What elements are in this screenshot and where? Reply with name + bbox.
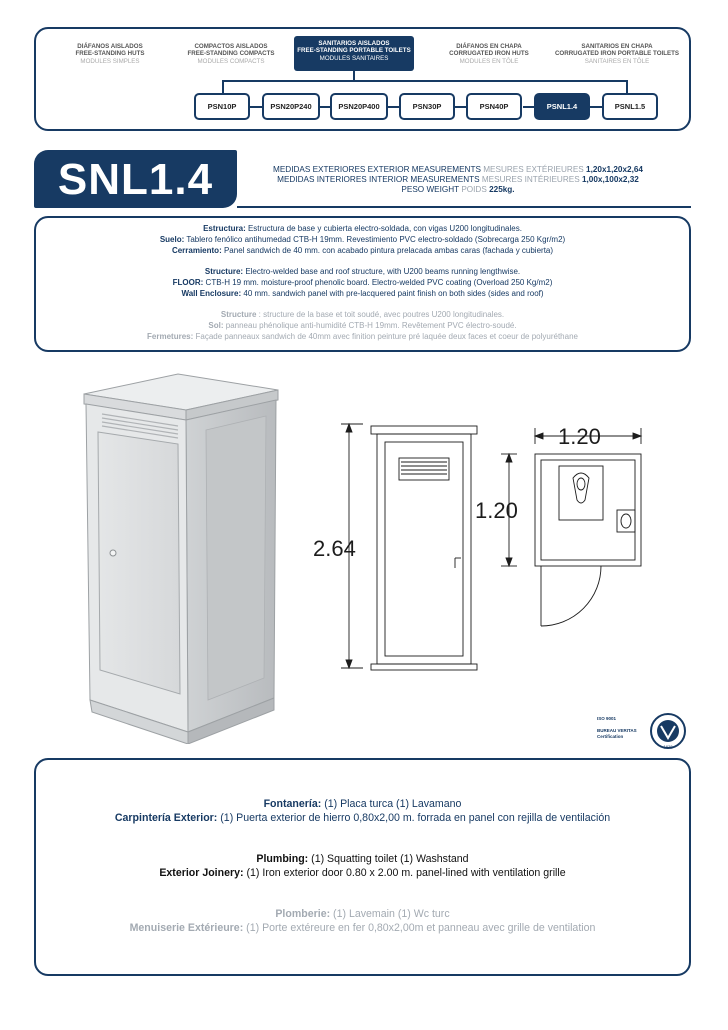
category-label-es: COMPACTOS AISLADOS — [194, 43, 268, 50]
int-value: 1,00x,100x2,32 — [581, 174, 639, 184]
category-label-es: SANITARIOS EN CHAPA — [581, 43, 653, 50]
weight-value: 225kg. — [489, 184, 515, 194]
category-corrugated-iron-portable-toilets[interactable] — [552, 43, 682, 65]
weight-label-fr: POIDS — [461, 184, 487, 194]
ext-label-fr: MESURES EXTÉRIEURES — [483, 165, 584, 174]
certification-badge — [597, 712, 693, 752]
bv-label: BUREAU VERITAS — [597, 728, 637, 733]
seal-year: 1828 — [663, 744, 673, 749]
cert-text — [597, 716, 637, 740]
ext-value: 1,20x1,20x2,64 — [586, 165, 643, 174]
category-label-es: DIÁFANOS AISLADOS — [77, 43, 143, 50]
connector-line — [249, 106, 263, 108]
depth-dimension-label: 1.20 — [475, 498, 518, 523]
category-label-es: SANITARIOS AISLADOS — [318, 40, 390, 47]
category-label-es: DIÁFANOS EN CHAPA — [456, 43, 522, 50]
model-psn40p-button[interactable]: PSN40P — [466, 93, 522, 120]
model-psn20p240-button[interactable]: PSN20P240 — [262, 93, 320, 120]
connector-line — [222, 80, 224, 94]
int-label-en: INTERIOR MEASUREMENTS — [369, 174, 480, 184]
int-label-es: MEDIDAS INTERIORES — [277, 174, 367, 184]
desc-es-floor: Suelo: Tablero fenólico antihumedad CTB-H 19mm. Revestimiento PVC electro-soldado (Sobrecarga 250 Kgr/m2) — [159, 235, 566, 244]
model-psn30p-button[interactable]: PSN30P — [399, 93, 455, 120]
desc-fr-floor: Sol: panneau phénolique anti-humidité CTB-H 19mm. Revêtement PVC électro-soudé. — [208, 321, 517, 330]
category-label-en: FREE-STANDING COMPACTS — [187, 50, 275, 58]
desc-en-floor: FLOOR: CTB-H 19 mm. moisture-proof phenolic board. Electro-welded PVC coating (Overload 250 Kg/m2) — [172, 278, 553, 287]
connector-line — [222, 80, 628, 82]
ext-label-es: MEDIDAS EXTERIORES — [273, 165, 366, 174]
category-free-standing-compacts[interactable] — [172, 43, 290, 65]
int-label-fr: MESURES INTÉRIEURES — [481, 174, 580, 184]
exterior-measurements — [240, 165, 676, 175]
category-label-en: FREE-STANDING HUTS — [75, 50, 145, 58]
category-free-standing-huts[interactable] — [51, 43, 169, 65]
category-label-en: FREE-STANDING PORTABLE TOILETS — [297, 47, 411, 55]
feat-en-joinery: Exterior Joinery: (1) Iron exterior door 0.80 x 2.00 m. panel-lined with ventilation grille — [159, 867, 566, 879]
desc-es-structure: Estructura: Estructura de base y cubierta electro-soldada, con vigas U200 longitudinales. — [203, 224, 522, 233]
weight-label-en: WEIGHT — [426, 184, 460, 194]
measurements — [240, 165, 676, 194]
model-psnl15-button[interactable]: PSNL1.5 — [602, 93, 658, 120]
connector-line — [626, 80, 628, 94]
width-dimension-label: 1.20 — [558, 424, 601, 449]
feat-fr-plumbing: Plomberie: (1) Lavemain (1) Wc turc — [275, 908, 450, 920]
height-dimension-label: 2.64 — [313, 536, 356, 561]
weight-label-es: PESO — [401, 184, 425, 194]
feat-en-plumbing: Plumbing: (1) Squatting toilet (1) Washstand — [256, 853, 469, 865]
title-divider — [237, 206, 691, 208]
technical-drawing — [305, 420, 650, 675]
model-psn20p400-button[interactable]: PSN20P400 — [330, 93, 388, 120]
desc-es-enclosure: Cerramiento: Panel sandwich de 40 mm. con acabado pintura prelacada ambas caras (fachada y cubierta) — [171, 246, 554, 255]
product-photo — [78, 368, 284, 744]
category-label-fr: MODULES SIMPLES — [80, 57, 140, 65]
ext-label-en: EXTERIOR MEASUREMENTS — [367, 165, 481, 174]
category-label-fr: MODULES EN TÔLE — [459, 57, 519, 65]
interior-measurements — [240, 175, 676, 185]
category-label-fr: SANITAIRES EN TÔLE — [584, 57, 650, 65]
category-corrugated-iron-huts[interactable] — [430, 43, 548, 65]
cert-label: Certification — [597, 734, 624, 739]
model-psnl14-button[interactable]: PSNL1.4 — [534, 93, 590, 120]
desc-fr-enclosure: Fermetures: Façade panneaux sandwich de 40mm avec finition peinture pré laquée deux faces et coeur de polyuréthane — [147, 332, 578, 341]
category-label-en: CORRUGATED IRON HUTS — [449, 50, 529, 58]
feat-es-plumbing: Fontanería: (1) Placa turca (1) Lavamano — [263, 798, 462, 810]
category-label-en: CORRUGATED IRON PORTABLE TOILETS — [554, 50, 680, 58]
feat-fr-joinery: Menuiserie Extérieure: (1) Porte extéreure en fer 0,80x2,00m et panneau avec grille de ventilation — [129, 922, 596, 934]
weight — [240, 185, 676, 195]
desc-en-structure: Structure: Electro-welded base and roof structure, with U200 beams running lengthwise. — [204, 267, 521, 276]
desc-fr-structure: Structure : structure de la base et toit soudé, avec poutres U200 longitudinales. — [220, 310, 505, 319]
category-free-standing-portable-toilets[interactable] — [294, 36, 414, 71]
page-title: SNL1.4 — [57, 155, 214, 204]
category-label-fr: MODULES SANITAIRES — [319, 54, 389, 62]
bureau-veritas-seal-icon — [649, 712, 687, 750]
feat-es-joinery: Carpintería Exterior: (1) Puerta exterior de hierro 0,80x2,00 m. forrada en panel con rejilla de ventilación — [114, 812, 611, 824]
iso-label: ISO 9001 — [597, 716, 617, 721]
model-psn10p-button[interactable]: PSN10P — [194, 93, 250, 120]
desc-en-enclosure: Wall Enclosure: 40 mm. sandwich panel with pre-lacquered paint finish on both sides (sides and roof) — [181, 289, 544, 298]
category-label-fr: MODULES COMPACTS — [197, 57, 265, 65]
